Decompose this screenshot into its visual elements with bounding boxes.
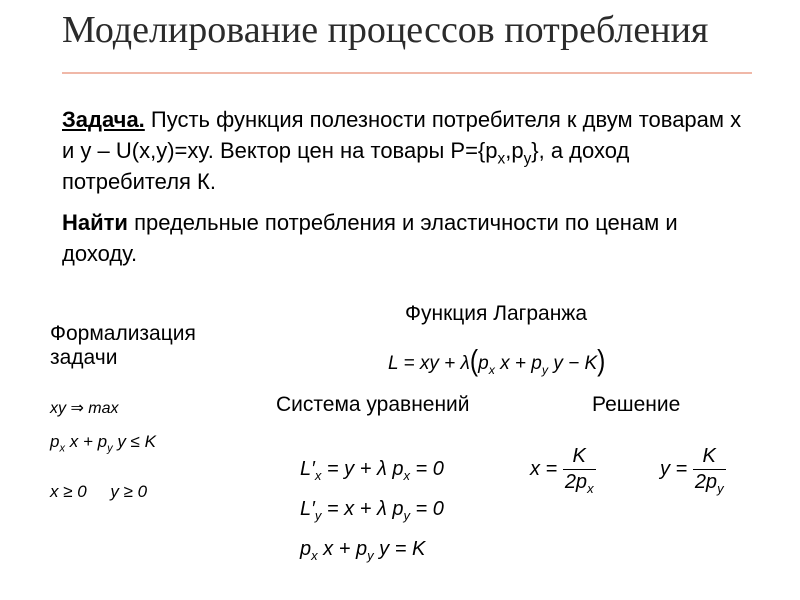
lagrange-heading: Функция Лагранжа (405, 302, 588, 325)
price-comma: ,p (505, 138, 524, 163)
task-statement (62, 104, 742, 269)
task-label: Задача. (62, 107, 145, 132)
title-divider (62, 72, 752, 74)
equation-1: $L'_x = y + \lambda$ $p_x = 0$ (300, 458, 444, 483)
equation-3: $p_x$ $x + p_y$ y = K (300, 538, 426, 563)
objective-formula: xy ⇒ max (50, 400, 119, 417)
solution-x: x = $\frac{K}{2p_x}$ (530, 445, 594, 496)
solution-heading: Решение (592, 393, 681, 416)
slide-title: Моделирование процессов потребления (62, 9, 709, 51)
task-text-tail: }, а доход потребителя К. (62, 138, 630, 194)
formalization-heading: Формализация задачи (50, 322, 196, 369)
lagrange-formula: L = xy + $\lambda(p_x$ $x + p_y$ y − K) (388, 345, 606, 378)
solution-x-fraction: $\frac{K}{2p_x}$ (564, 445, 594, 496)
solution-y-fraction: $\frac{K}{2p_y}$ (694, 445, 724, 496)
task-paragraph (62, 104, 742, 197)
system-heading: Система уравнений (276, 393, 470, 416)
solution-y: y = $\frac{K}{2p_y}$ (660, 445, 724, 496)
budget-constraint: $p_x$ $x + p_y$ y ≤ K (50, 432, 156, 455)
price-y-subscript: y (523, 150, 532, 168)
equation-2: $L'_y = x + \lambda$ $p_y = 0$ (300, 498, 444, 523)
find-label: Найти (62, 210, 128, 235)
price-x-subscript: x (497, 150, 506, 168)
task-text: Пусть функция полезности потребителя к двум товарам x и y – U(x,y)=xy. Вектор цен на товары P={p (62, 107, 742, 163)
find-text: предельные потребления и эластичности по ценам и доходу. (62, 210, 678, 266)
nonnegativity-constraint: x ≥ 0 y ≥ 0 (50, 482, 148, 501)
find-paragraph (62, 207, 742, 269)
